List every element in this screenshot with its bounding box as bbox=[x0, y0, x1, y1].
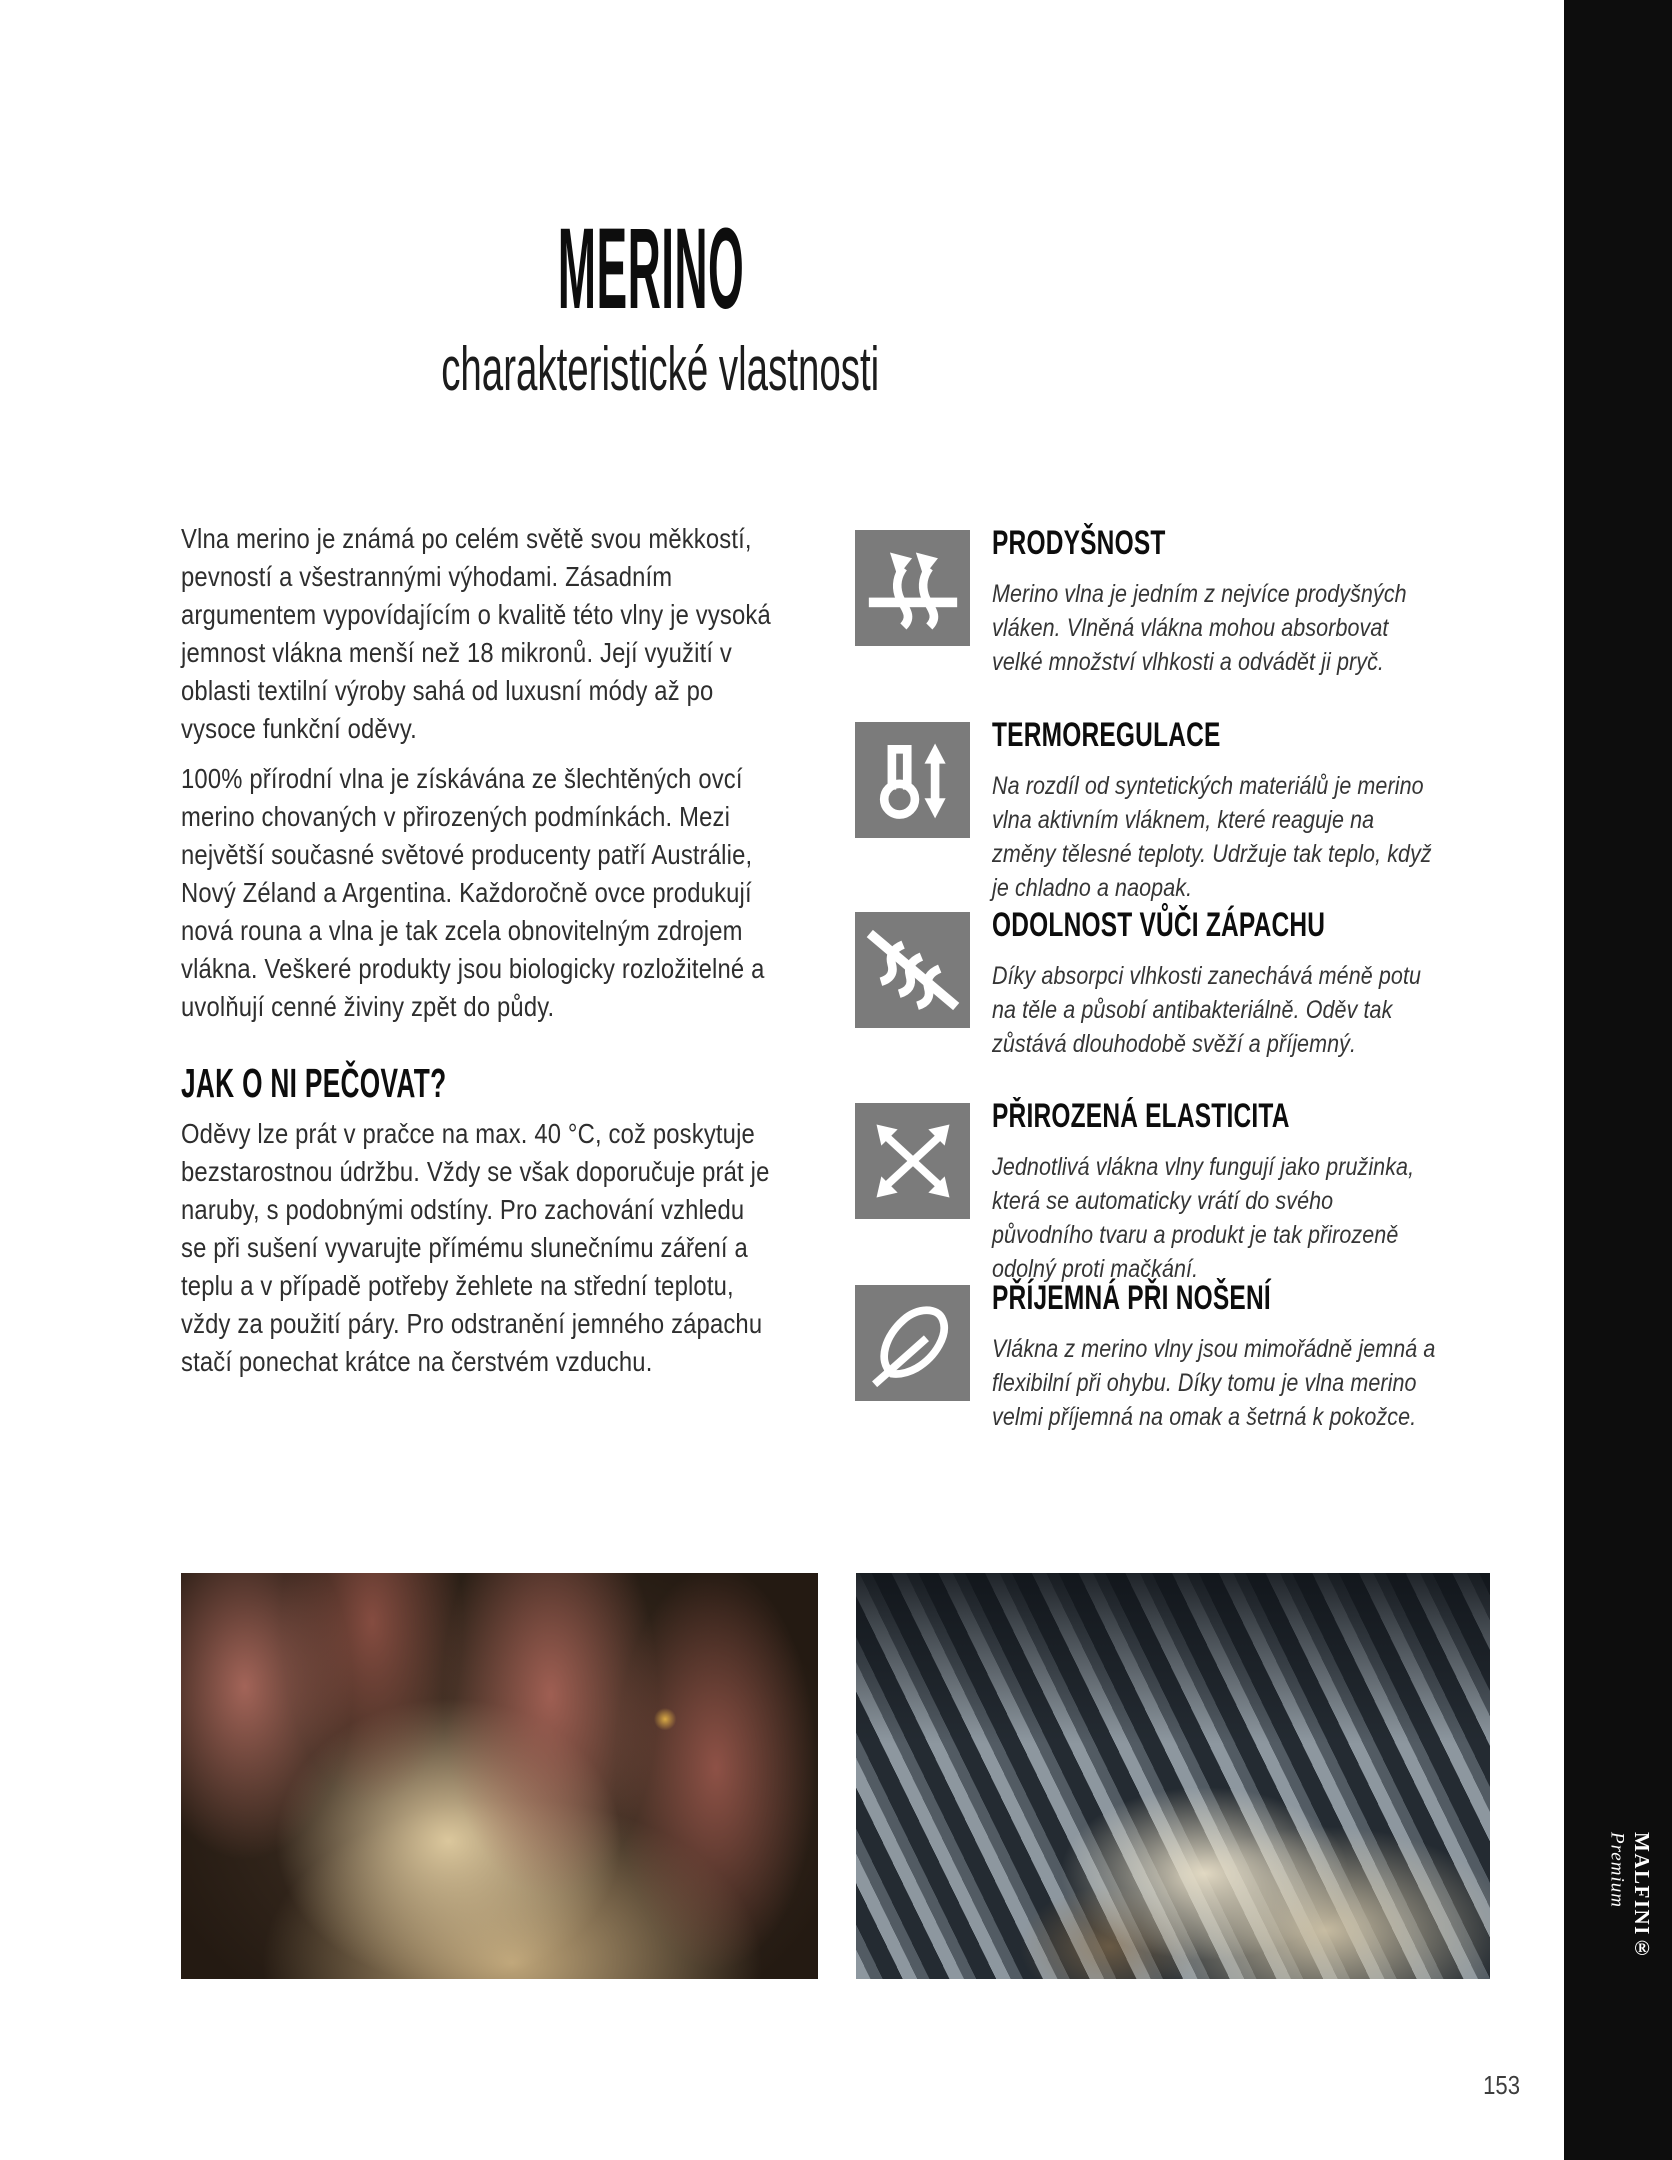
feather-icon bbox=[855, 1285, 970, 1401]
odor-resistance-icon bbox=[855, 912, 970, 1028]
feature-text: Merino vlna je jedním z nejvíce prodyšných vláken. Vlněná vlákna mohou absorbovat velké množství vlhkosti a odvádět ji pryč. bbox=[992, 580, 1407, 676]
feature-text: Jednotlivá vlákna vlny fungují jako pružinka, která se automaticky vrátí do svého původního tvaru a produkt je tak přirozeně odolný proti mačkání. bbox=[992, 1153, 1415, 1283]
feature-title: TERMOREGULACE bbox=[992, 716, 1221, 754]
elasticity-icon bbox=[855, 1103, 970, 1219]
page-number: 153 bbox=[1483, 2070, 1520, 2100]
feature-text: Na rozdíl od syntetických materiálů je merino vlna aktivním vláknem, které reaguje na změny tělesné teploty. Udržuje tak teplo, když je chladno a naopak. bbox=[992, 772, 1432, 902]
care-section-heading: JAK O NI PEČOVAT? bbox=[181, 1060, 447, 1106]
feature-title: PŘÍJEMNÁ PŘI NOŠENÍ bbox=[992, 1279, 1271, 1317]
feature-text: Díky absorpci vlhkosti zanechává méně potu na těle a působí antibakteriálně. Oděv tak zůstává dlouhodobě svěží a příjemný. bbox=[992, 962, 1422, 1058]
page-title-wrap bbox=[0, 205, 1302, 333]
feature-title: PŘIROZENÁ ELASTICITA bbox=[992, 1097, 1290, 1135]
feature-title: ODOLNOST VŮČI ZÁPACHU bbox=[992, 906, 1326, 944]
feature-text: Vlákna z merino vlny jsou mimořádně jemná a flexibilní při ohybu. Díky tomu je vlna merino velmi příjemná na omak a šetrná k pokožce. bbox=[992, 1335, 1436, 1431]
page-title: MERINO bbox=[557, 205, 745, 333]
feature-title: PRODYŠNOST bbox=[992, 524, 1166, 562]
intro-paragraph-1: Vlna merino je známá po celém světě svou měkkostí, pevností a všestrannými výhodami. Zásadním argumentem vypovídajícím o kvalitě této vlny je vysoká jemnost vlákna menší než 18 mikronů. Její využití v oblasti textilní výroby sahá od luxusní módy až po vysoce funkční oděvy. bbox=[181, 523, 771, 744]
page-subtitle: charakteristické vlastnosti bbox=[441, 335, 879, 404]
photo-wool-yarn-on-machine bbox=[856, 1573, 1490, 1979]
brand-vertical-label bbox=[1604, 1832, 1655, 1961]
breathability-icon bbox=[855, 530, 970, 646]
care-paragraph: Oděvy lze prát v pračce na max. 40 °C, což poskytuje bezstarostnou údržbu. Vždy se však doporučuje prát je naruby, s podobnými odstíny. Pro zachování vzhledu se při sušení vyvarujte přímému slunečnímu záření a teplu a v případě potřeby žehlete na střední teplotu, vždy za použití páry. Pro odstranění jemného zápachu stačí ponechat krátce na čerstvém vzduchu. bbox=[181, 1118, 770, 1377]
photo-hands-shearing-sheep-wool bbox=[181, 1573, 818, 1979]
thermoregulation-icon bbox=[855, 722, 970, 838]
brand-name: MALFINI® bbox=[1629, 1832, 1654, 1962]
brand-line: Premium bbox=[1606, 1832, 1628, 1908]
page-subtitle-wrap bbox=[0, 336, 1320, 404]
intro-paragraph-2: 100% přírodní vlna je získávána ze šlechtěných ovcí merino chovaných v přirozených podmínkách. Mezi největší současné světové producenty patří Austrálie, Nový Zéland a Argentina. Každoročně ovce produkují nová rouna a vlna je tak zcela obnovitelným zdrojem vlákna. Veškeré produkty jsou biologicky rozložitelné a uvolňují cenné živiny zpět do půdy. bbox=[181, 763, 765, 1022]
